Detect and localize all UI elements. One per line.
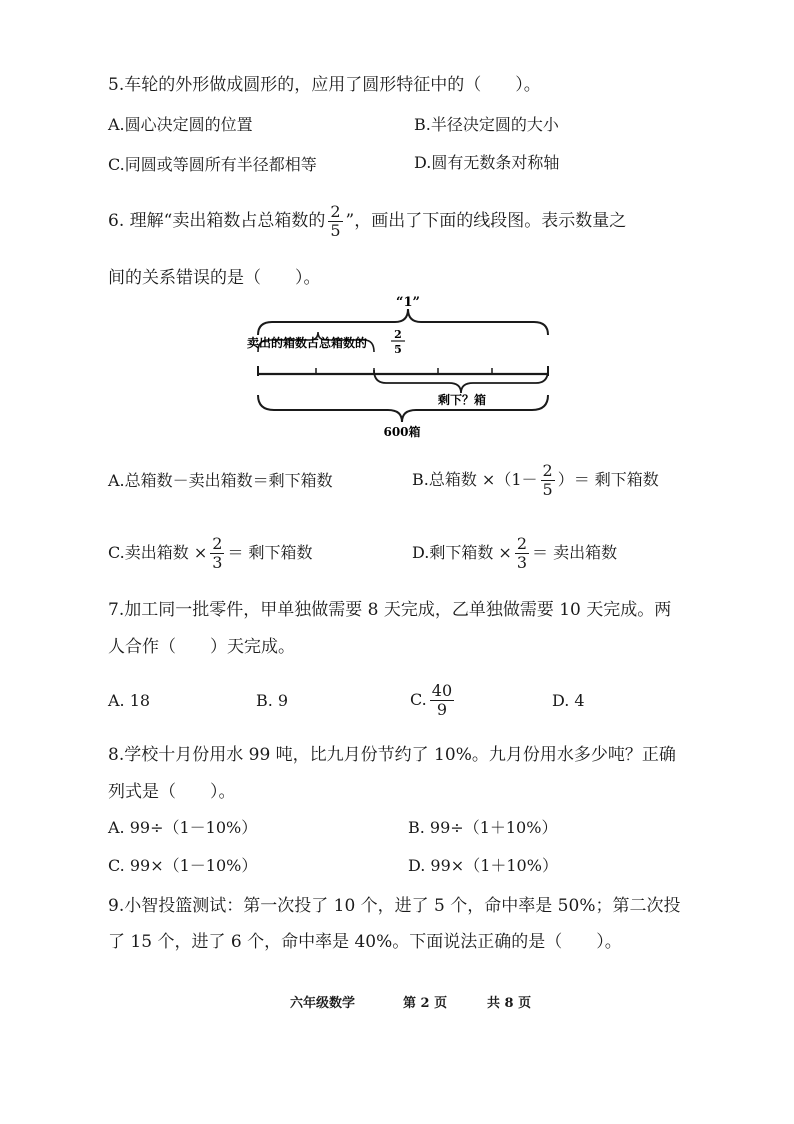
q5-option-b: B.半径决定圆的大小 <box>414 115 559 134</box>
sold-label: 卖出的箱数占总箱数的 <box>247 336 368 350</box>
q5-option-c: C.同圆或等圆所有半径都相等 <box>108 155 317 174</box>
q6-option-d-pre: D.剩下箱数 × <box>412 543 512 562</box>
q9-stem-line2: 了 15 个，进了 6 个，命中率是 40%。下面说法正确的是（ ）。 <box>108 932 622 952</box>
whole-label: “1” <box>395 295 421 310</box>
q8-option-a: A. 99÷（1－10%） <box>108 818 258 837</box>
q6-option-b <box>412 457 659 503</box>
q7-option-c-num: 40 <box>431 681 453 700</box>
q6-option-c-fraction <box>210 535 224 572</box>
q8-option-b: B. 99÷（1＋10%） <box>408 818 558 837</box>
sold-frac-den: 5 <box>394 343 402 356</box>
q7-option-c <box>410 676 457 724</box>
q7-stem-line1: 7.加工同一批零件，甲单独做需要 8 天完成，乙单独做需要 10 天完成。两 <box>108 600 672 620</box>
q7-option-c-den: 9 <box>436 700 448 719</box>
remaining-label: 剩下？箱 <box>437 393 487 407</box>
total-brace <box>258 395 548 422</box>
q6-stem-part2: ”，画出了下面的线段图。表示数量之 <box>345 211 627 231</box>
q8-stem-line1: 8.学校十月份用水 99 吨，比九月份节约了 10%。九月份用水多少吨？正确 <box>108 745 676 765</box>
q6-option-b-post: ）＝ 剩下箱数 <box>557 470 659 489</box>
q7-option-c-fraction <box>430 682 454 719</box>
q6-option-c-num: 2 <box>212 534 223 553</box>
q6-stem-line2: 间的关系错误的是（ ）。 <box>108 268 321 288</box>
q7-option-a: A. 18 <box>108 691 151 710</box>
q6-stem-fraction <box>328 203 342 240</box>
total-label: 600箱 <box>383 425 421 439</box>
q6-option-d-den: 3 <box>516 553 528 572</box>
q6-option-c-post: ＝ 剩下箱数 <box>227 543 313 562</box>
q5-stem: 5.车轮的外形做成圆形的，应用了圆形特征中的（ ）。 <box>108 75 541 95</box>
q6-option-c-pre: C.卖出箱数 × <box>108 543 208 562</box>
q7-option-b: B. 9 <box>256 691 289 710</box>
q8-option-d: D. 99×（1＋10%） <box>408 856 558 875</box>
whole-brace <box>258 309 548 335</box>
q6-option-b-den: 5 <box>542 480 553 499</box>
q8-option-c: C. 99×（1－10%） <box>108 856 258 875</box>
q6-option-b-fraction <box>541 462 555 499</box>
q6-option-d <box>412 530 617 576</box>
sold-frac-num: 2 <box>394 328 402 341</box>
q6-option-a: A.总箱数－卖出箱数＝剩下箱数 <box>108 471 333 490</box>
q6-option-d-fraction <box>515 535 529 572</box>
q6-option-b-num: 2 <box>542 461 553 480</box>
q6-option-c-den: 3 <box>212 553 223 572</box>
q6-stem-frac-den: 5 <box>330 221 341 240</box>
q7-option-c-pre: C. <box>410 690 427 709</box>
q5-option-d: D.圆有无数条对称轴 <box>414 153 560 172</box>
q8-stem-line2: 列式是（ ）。 <box>108 782 236 802</box>
q6-option-d-num: 2 <box>516 534 528 553</box>
q6-option-d-post: ＝ 卖出箱数 <box>532 543 618 562</box>
q6-line-segment-diagram <box>240 290 560 440</box>
q6-stem-part1: 6. 理解“卖出箱数占总箱数的 <box>108 211 326 231</box>
q7-option-d: D. 4 <box>552 691 585 710</box>
q6-stem-frac-num: 2 <box>330 202 341 221</box>
footer-total-pages: 共 8 页 <box>487 996 532 1011</box>
q9-stem-line1: 9.小智投篮测试：第一次投了 10 个，进了 5 个，命中率是 50%；第二次投 <box>108 896 681 916</box>
q6-stem-line1 <box>108 201 626 241</box>
footer-page-number: 第 2 页 <box>403 996 448 1011</box>
q6-option-c <box>108 530 313 576</box>
q7-stem-line2: 人合作（ ）天完成。 <box>108 637 295 657</box>
footer-subject: 六年级数学 <box>290 996 356 1011</box>
q6-option-b-pre: B.总箱数 ×（1－ <box>412 470 538 489</box>
q5-option-a: A.圆心决定圆的位置 <box>108 115 253 134</box>
